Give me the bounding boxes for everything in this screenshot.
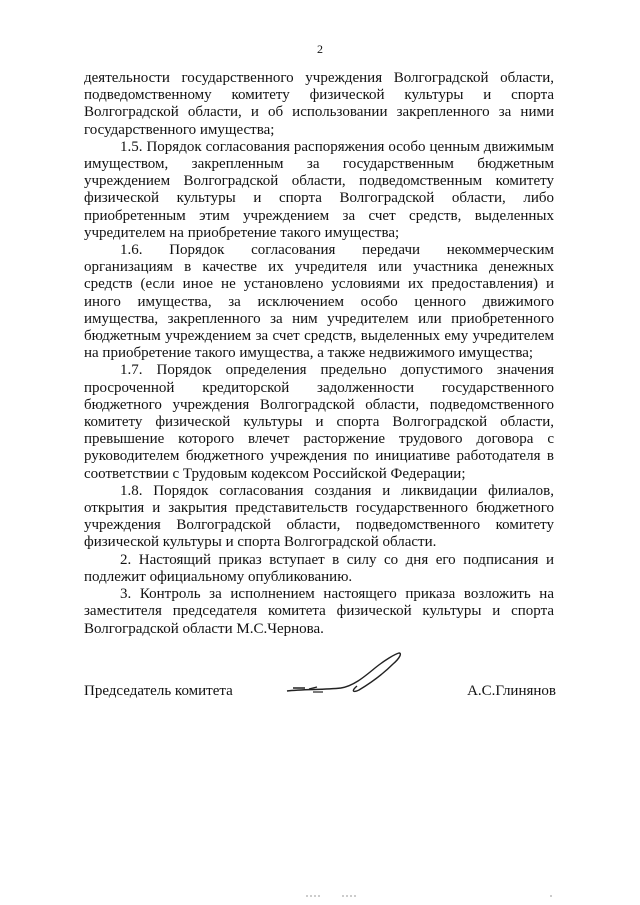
signatory-name: А.С.Глинянов bbox=[467, 683, 556, 699]
paragraph-1-7: 1.7. Порядок определения предельно допустимого значения просроченной кредиторской задолженности государственного бюджетного учреждения Волгоградской области, подведомственного комитету физической культуры и спорта Волгоградской области, превышение которого влечет расторжение трудового договора с руководителем бюджетного учреждения по инициативе работодателя в соответствии с Трудовым кодексом Российской Федерации; bbox=[84, 362, 554, 482]
paragraph-1-6: 1.6. Порядок согласования передачи некоммерческим организациям в качестве их учредителя или участника денежных средств (если иное не установлено условиями их предоставления) и иного имущества, за исключением особо ценного движимого имущества, закрепленного за ним учредителем или приобретенного бюджетным учреждением за счет средств, выделенных ему учредителем на приобретение такого имущества, а также недвижимого имущества; bbox=[84, 242, 554, 362]
signatory-title: Председатель комитета bbox=[84, 683, 233, 699]
document-body bbox=[84, 70, 554, 638]
scan-artifact-dot bbox=[548, 893, 554, 899]
paragraph-3: 3. Контроль за исполнением настоящего приказа возложить на заместителя председателя комитета физической культуры и спорта Волгоградской области М.С.Чернова. bbox=[84, 586, 554, 637]
scan-artifact-marks bbox=[300, 893, 360, 899]
paragraph-1-8: 1.8. Порядок согласования создания и ликвидации филиалов, открытия и закрытия представительств государственного бюджетного учреждения Волгоградской области, подведомственного комитету физической культуры и спорта Волгоградской области. bbox=[84, 482, 554, 551]
paragraph-continuation: деятельности государственного учреждения Волгоградской области, подведомственному комитету физической культуры и спорта Волгоградской области, и об использовании закрепленного за ними государственного имущества; bbox=[84, 70, 554, 138]
paragraph-1-5: 1.5. Порядок согласования распоряжения особо ценным движимым имуществом, закрепленным за государственным бюджетным учреждением Волгоградской области, подведомственным комитету физической культуры и спорта Волгоградской области, либо приобретенным этим учреждением за счет средств, выделенных учредителем на приобретение такого имущества; bbox=[84, 138, 554, 241]
signature-block bbox=[84, 683, 556, 707]
paragraph-2: 2. Настоящий приказ вступает в силу со дня его подписания и подлежит официальному опубликованию. bbox=[84, 551, 554, 585]
page-number: 2 bbox=[317, 42, 323, 56]
